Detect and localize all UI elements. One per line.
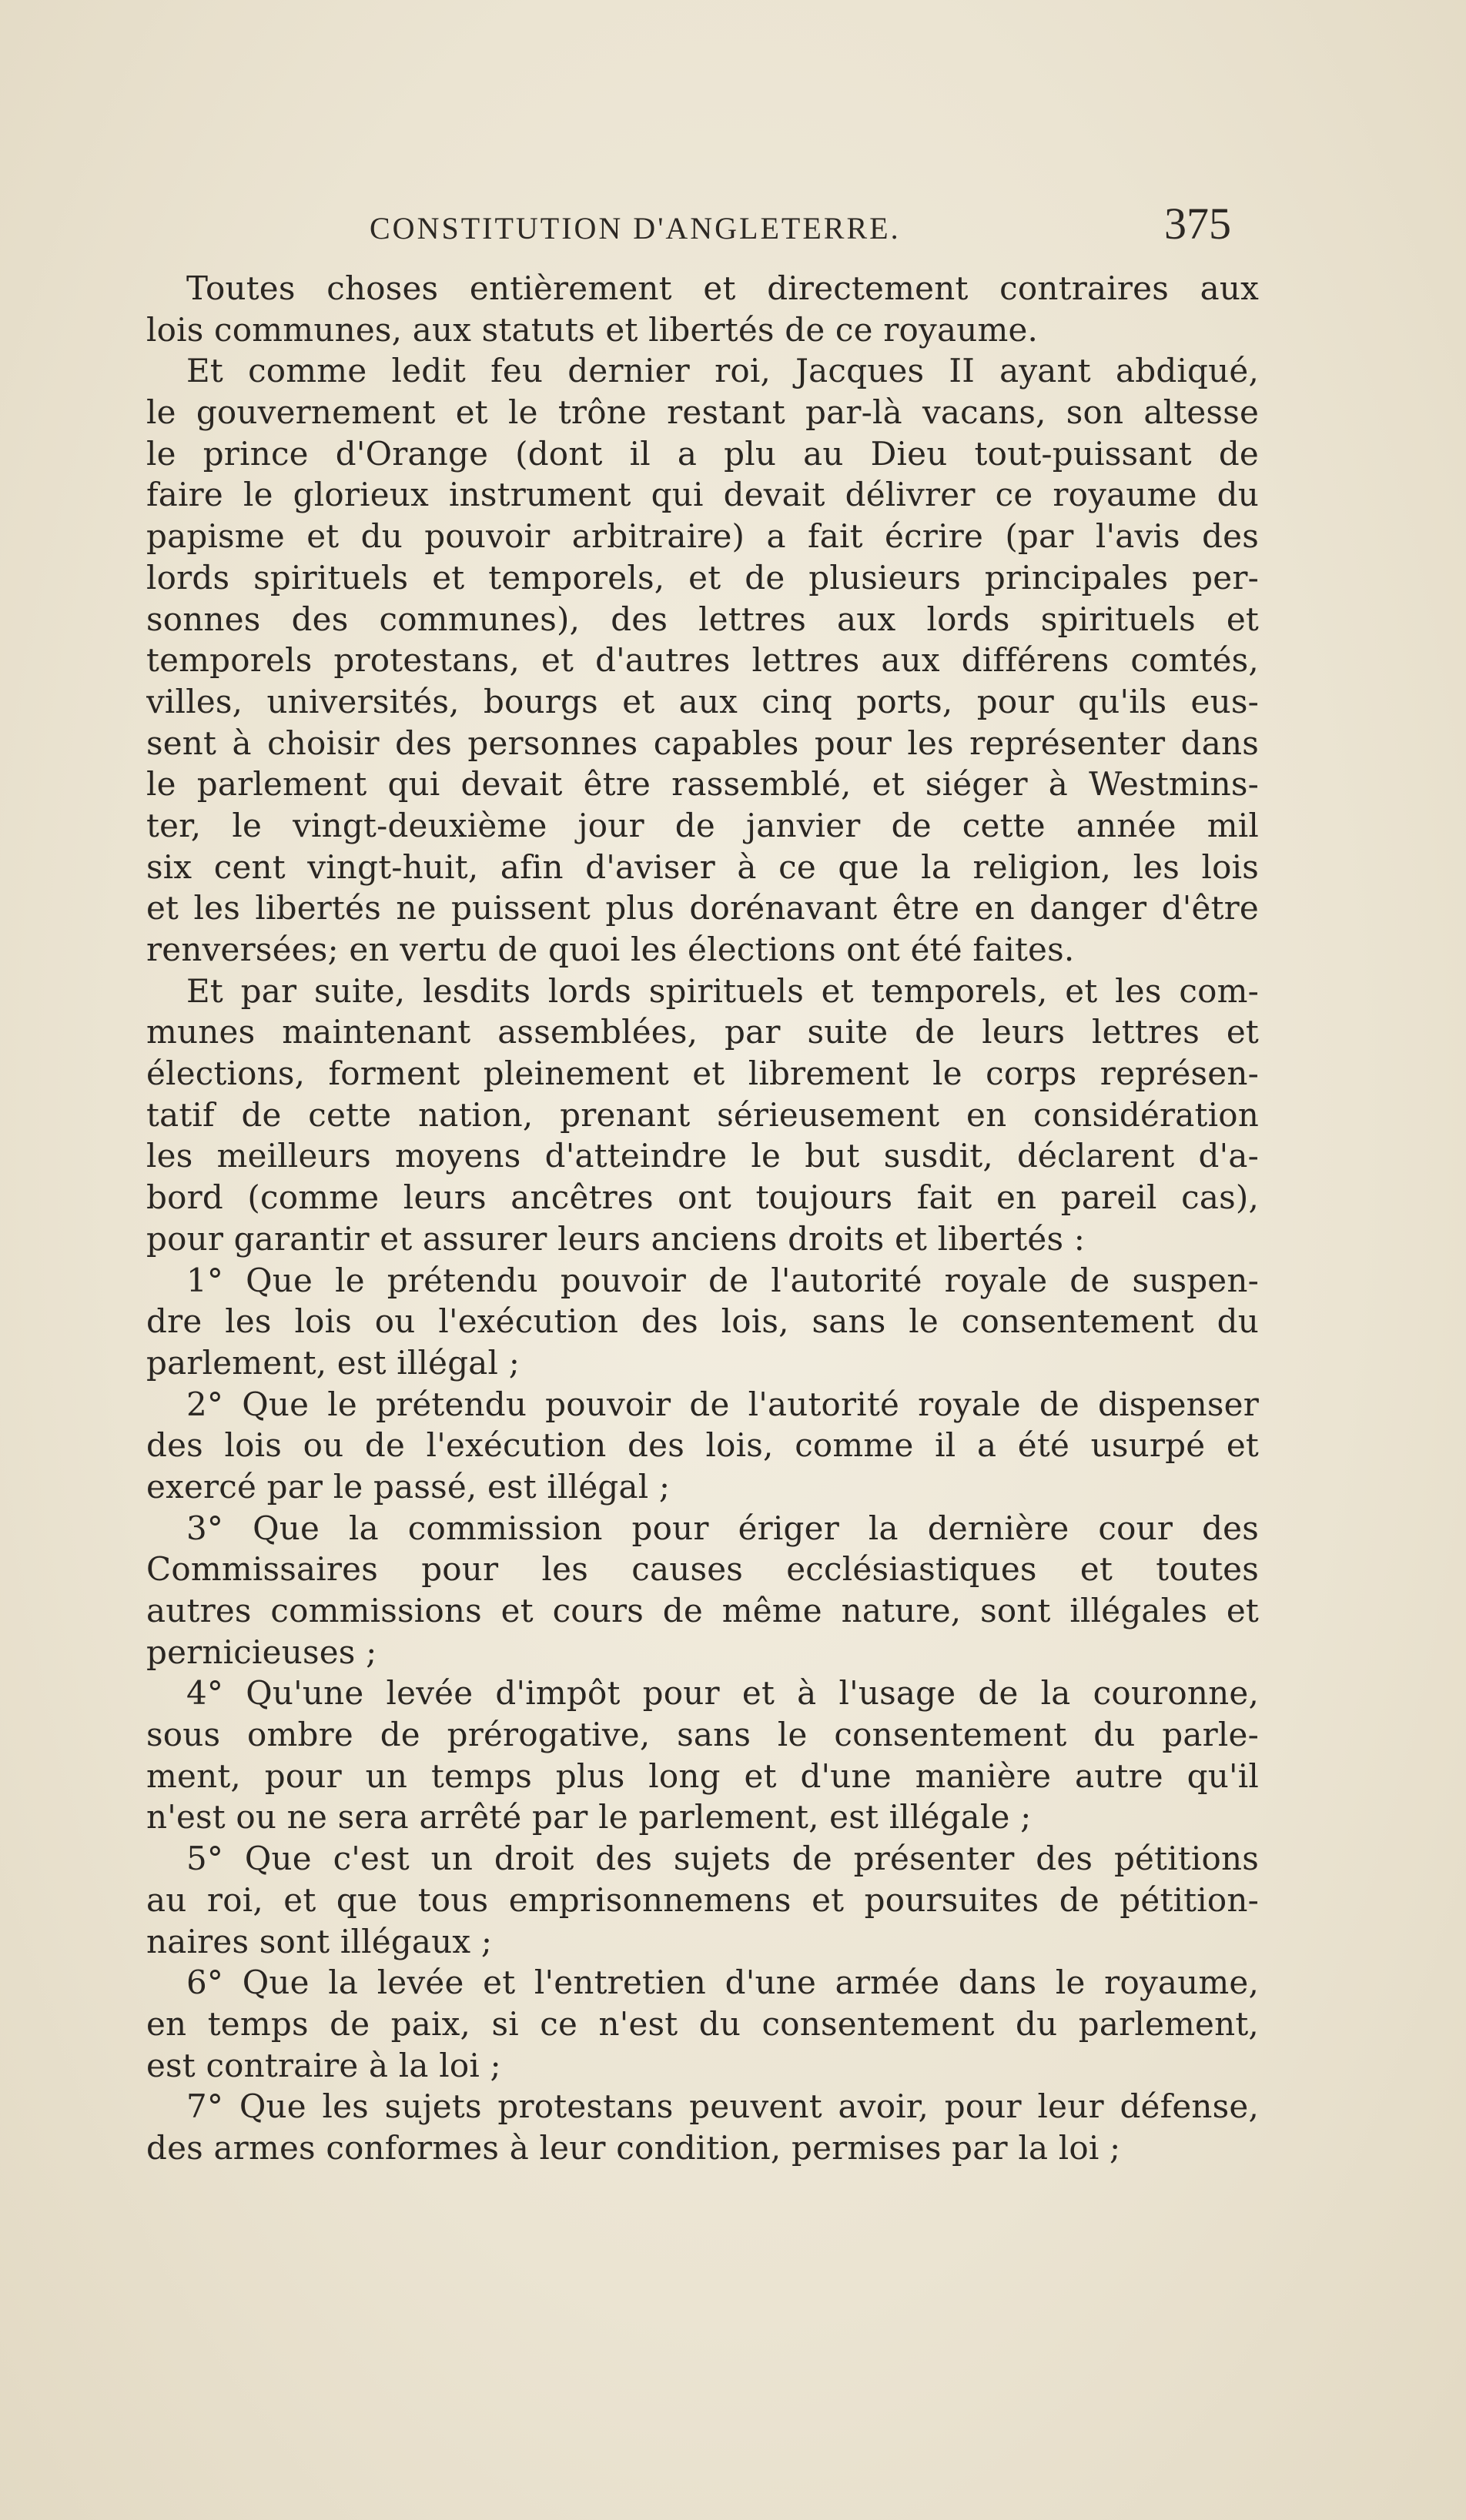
text-line: renversées; en vertu de quoi les élections ont été faites. bbox=[146, 931, 1075, 968]
text-line: des lois ou de l'exécution des lois, comme il a été usurpé et bbox=[146, 1426, 1259, 1465]
running-head bbox=[0, 196, 1466, 258]
text-line: bord (comme leurs ancêtres ont toujours fait en pareil cas), bbox=[146, 1178, 1259, 1217]
text-line: en temps de paix, si ce n'est du consentement du parlement, bbox=[146, 2004, 1259, 2043]
text-line: faire le glorieux instrument qui devait délivrer ce royaume du bbox=[146, 476, 1259, 514]
text-line: 5° Que c'est un droit des sujets de présenter des pétitions bbox=[186, 1840, 1259, 1878]
text-line: six cent vingt-huit, afin d'aviser à ce que la religion, les lois bbox=[146, 847, 1259, 886]
text-line: 4° Qu'une levée d'impôt pour et à l'usage de la couronne, bbox=[186, 1674, 1259, 1713]
text-line: naires sont illégaux ; bbox=[146, 1922, 493, 1960]
text-line: pour garantir et assurer leurs anciens droits et libertés : bbox=[146, 1219, 1086, 1258]
text-line: 6° Que la levée et l'entretien d'une armée dans le royaume, bbox=[186, 1964, 1259, 2002]
text-line: lords spirituels et temporels, et de plusieurs principales per- bbox=[146, 558, 1259, 597]
text-line: Toutes choses entièrement et directement contraires aux bbox=[186, 269, 1259, 307]
text-line: 3° Que la commission pour ériger la dernière cour des bbox=[186, 1509, 1259, 1547]
text-line: lois communes, aux statuts et libertés de ce royaume. bbox=[146, 310, 1039, 349]
page-number: 375 bbox=[1164, 199, 1231, 249]
text-line: Et comme ledit feu dernier roi, Jacques II ayant abdiqué, bbox=[186, 352, 1259, 390]
text-line: élections, forment pleinement et librement le corps représen- bbox=[146, 1054, 1259, 1093]
text-line: temporels protestans, et d'autres lettres aux différens comtés, bbox=[146, 641, 1259, 680]
text-line: 1° Que le prétendu pouvoir de l'autorité royale de suspen- bbox=[186, 1261, 1259, 1299]
body-text bbox=[146, 268, 1259, 2423]
text-line: villes, universités, bourgs et aux cinq ports, pour qu'ils eus- bbox=[146, 682, 1259, 720]
text-line: au roi, et que tous emprisonnemens et poursuites de pétition- bbox=[146, 1880, 1259, 1919]
text-line: sent à choisir des personnes capables pour les représenter dans bbox=[146, 724, 1259, 762]
text-line: le prince d'Orange (dont il a plu au Dieu tout-puissant de bbox=[146, 434, 1259, 473]
text-line: ter, le vingt-deuxième jour de janvier de cette année mil bbox=[146, 806, 1259, 844]
text-line: n'est ou ne sera arrêté par le parlement, est illégale ; bbox=[146, 1798, 1032, 1837]
text-line: sonnes des communes), des lettres aux lords spirituels et bbox=[146, 600, 1259, 638]
text-line: 2° Que le prétendu pouvoir de l'autorité royale de dispenser bbox=[186, 1385, 1259, 1423]
text-line: ment, pour un temps plus long et d'une manière autre qu'il bbox=[146, 1756, 1259, 1795]
text-line: parlement, est illégal ; bbox=[146, 1343, 520, 1382]
text-line: autres commissions et cours de même nature, sont illégales et bbox=[146, 1592, 1259, 1629]
text-line: est contraire à la loi ; bbox=[146, 2046, 501, 2084]
text-line: les meilleurs moyens d'atteindre le but susdit, déclarent d'a- bbox=[146, 1137, 1259, 1175]
running-title: CONSTITUTION D'ANGLETERRE. bbox=[370, 211, 901, 246]
text-line: dre les lois ou l'exécution des lois, sans le consentement du bbox=[146, 1302, 1259, 1341]
text-line: et les libertés ne puissent plus dorénavant être en danger d'être bbox=[146, 889, 1259, 927]
text-line: exercé par le passé, est illégal ; bbox=[146, 1467, 671, 1506]
text-line: le gouvernement et le trône restant par-là vacans, son altesse bbox=[146, 393, 1259, 432]
text-line: Commissaires pour les causes ecclésiastiques et toutes bbox=[146, 1550, 1259, 1589]
text-line: sous ombre de prérogative, sans le consentement du parle- bbox=[146, 1716, 1259, 1754]
text-line: 7° Que les sujets protestans peuvent avoir, pour leur défense, bbox=[186, 2087, 1259, 2126]
text-line: tatif de cette nation, prenant sérieusement en considération bbox=[146, 1095, 1259, 1134]
text-line: pernicieuses ; bbox=[146, 1633, 377, 1671]
text-line: le parlement qui devait être rassemblé, et siéger à Westmins- bbox=[146, 765, 1259, 804]
text-line: papisme et du pouvoir arbitraire) a fait écrire (par l'avis des bbox=[146, 517, 1259, 556]
text-line: des armes conformes à leur condition, permises par la loi ; bbox=[146, 2128, 1121, 2167]
text-line: munes maintenant assemblées, par suite de leurs lettres et bbox=[146, 1013, 1259, 1051]
text-line: Et par suite, lesdits lords spirituels et temporels, et les com- bbox=[186, 971, 1259, 1010]
